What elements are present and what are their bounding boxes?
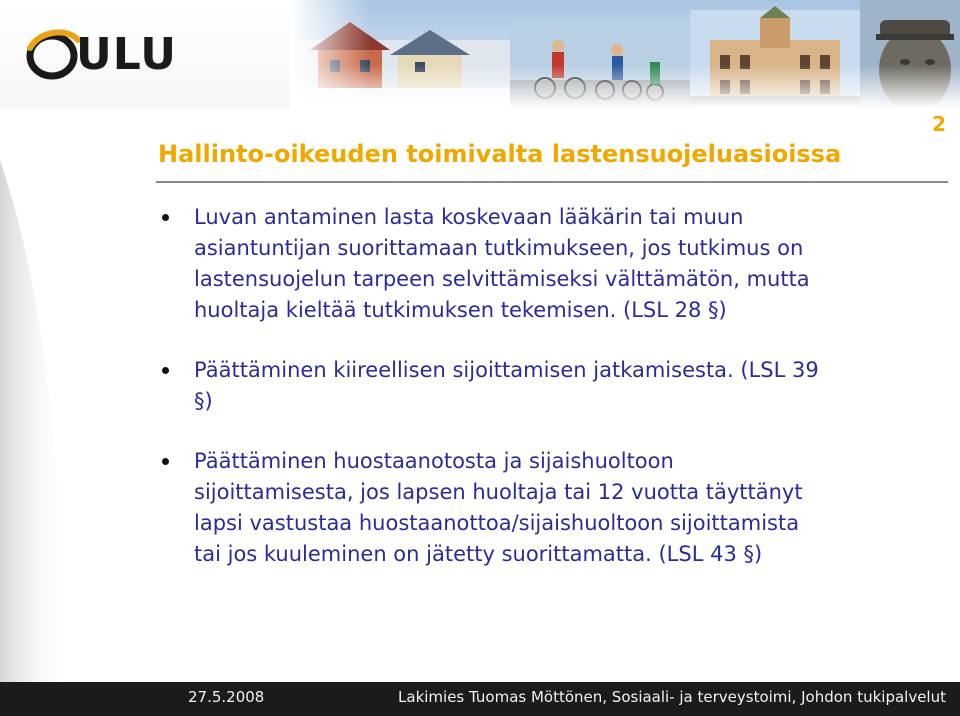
footer-date: 27.5.2008 <box>188 688 265 706</box>
bullet-line: Päättäminen huostaanotosta ja sijaishuoltoon <box>194 449 674 473</box>
bullet-item <box>156 446 936 570</box>
bullet-line: huoltaja kieltää tutkimuksen tekemisen. (LSL 28 §) <box>194 298 727 322</box>
bullet-line: §) <box>194 389 213 413</box>
slide-title: Hallinto-oikeuden toimivalta lastensuojeluasioissa <box>158 140 842 168</box>
oulu-logo-o-icon <box>22 26 82 82</box>
bullet-line: sijoittamisesta, jos lapsen huoltaja tai 12 vuotta täyttänyt <box>194 480 803 504</box>
bullet-dot-icon <box>162 458 169 465</box>
bullet-line: asiantuntijan suorittamaan tutkimukseen, jos tutkimus on <box>194 236 804 260</box>
bullet-line: Luvan antaminen lasta koskevaan lääkärin tai muun <box>194 205 744 229</box>
title-divider <box>156 181 948 183</box>
bullet-item <box>156 355 936 417</box>
header-photo-collage <box>290 0 960 108</box>
oulu-logo-text: ULU <box>76 28 177 80</box>
bullet-line: Päättäminen kiireellisen sijoittamisen jatkamisesta. (LSL 39 <box>194 358 819 382</box>
bullet-item <box>156 202 936 326</box>
footer-author: Lakimies Tuomas Möttönen, Sosiaali- ja terveystoimi, Johdon tukipalvelut <box>398 688 946 706</box>
bullet-dot-icon <box>162 367 169 374</box>
header <box>0 0 960 108</box>
left-decoration <box>0 160 170 716</box>
bullet-line: lapsi vastustaa huostaanottoa/sijaishuoltoon sijoittamista <box>194 511 800 535</box>
bullet-dot-icon <box>162 214 169 221</box>
slide-number: 2 <box>932 112 946 136</box>
bullet-line: lastensuojelun tarpeen selvittämiseksi välttämätön, mutta <box>194 267 810 291</box>
bullet-list <box>156 202 936 570</box>
oulu-logo <box>22 26 177 82</box>
bullet-line: tai jos kuuleminen on jätetty suorittamatta. (LSL 43 §) <box>194 542 763 566</box>
